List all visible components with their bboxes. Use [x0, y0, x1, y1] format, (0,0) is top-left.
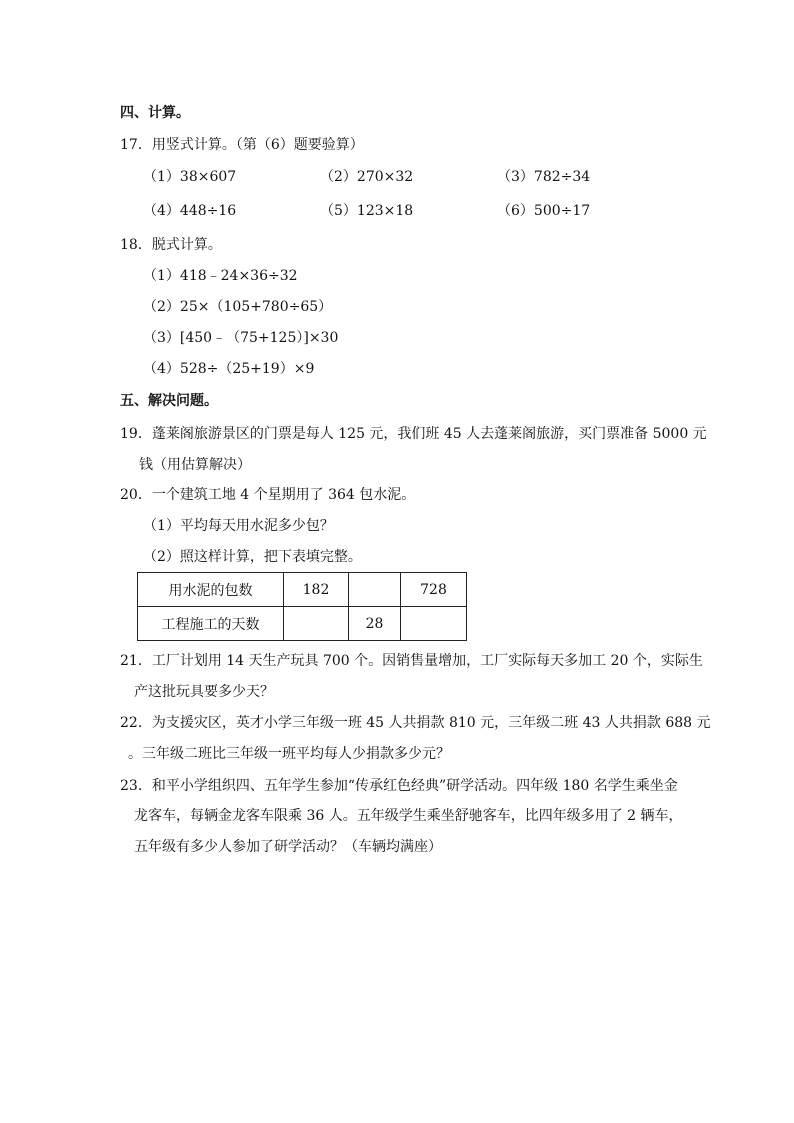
- q17-item-4: （4）448÷16: [143, 203, 237, 219]
- q20-subquestion-1: （1）平均每天用水泥多少包？: [143, 518, 334, 534]
- cement-usage-table: [137, 572, 467, 641]
- q17-item-5: （5）123×18: [320, 203, 414, 219]
- question-23-line-2: 龙客车，每辆金龙客车限乘 36 人。五年级学生乘坐舒驰客车，比四年级多用了 2 辆车，: [134, 808, 683, 824]
- q18-item-3: （3）[450﹣（75+125）]×30: [143, 330, 339, 346]
- question-19-line-1: 19．蓬莱阁旅游景区的门票是每人 125 元，我们班 45 人去蓬莱阁旅游，买门票准备 5000 元: [120, 426, 707, 442]
- question-19-line-2: 钱（用估算解决）: [139, 457, 251, 473]
- table-row: [138, 573, 467, 607]
- table-cell: 28: [349, 607, 401, 641]
- question-22-line-1: 22．为支援灾区，英才小学三年级一班 45 人共捐款 810 元，三年级二班 43 人共捐款 688 元: [120, 715, 711, 731]
- q18-item-4: （4）528÷（25+19）×9: [143, 361, 315, 377]
- question-23-line-3: 五年级有多少人参加了研学活动？（车辆均满座）: [134, 839, 442, 855]
- table-row-header-bags: 用水泥的包数: [138, 573, 284, 607]
- q17-item-6: （6）500÷17: [497, 203, 591, 219]
- table-row: [138, 607, 467, 641]
- q17-item-3: （3）782÷34: [497, 169, 591, 185]
- table-cell: 182: [284, 573, 349, 607]
- question-17-stem: 17．用竖式计算。（第（6）题要验算）: [120, 137, 364, 153]
- table-cell: 728: [401, 573, 467, 607]
- section-heading-problem-solving: 五、解决问题。: [120, 393, 218, 409]
- question-22-line-2: 。三年级二班比三年级一班平均每人少捐款多少元？: [128, 746, 450, 762]
- question-21-line-1: 21．工厂计划用 14 天生产玩具 700 个。因销售量增加，工厂实际每天多加工 20 个，实际生: [120, 653, 703, 669]
- q17-item-2: （2）270×32: [320, 169, 414, 185]
- table-cell-blank: [284, 607, 349, 641]
- q17-item-1: （1）38×607: [143, 169, 237, 185]
- q18-item-2: （2）25×（105+780÷65）: [143, 299, 333, 315]
- question-21-line-2: 产这批玩具要多少天？: [134, 684, 274, 700]
- q20-subquestion-2: （2）照这样计算，把下表填完整。: [143, 549, 362, 565]
- table-cell-blank: [349, 573, 401, 607]
- table-cell-blank: [401, 607, 467, 641]
- question-20-stem: 20．一个建筑工地 4 个星期用了 364 包水泥。: [120, 487, 416, 503]
- question-18-stem: 18．脱式计算。: [120, 237, 222, 253]
- question-23-line-1: 23．和平小学组织四、五年学生参加“传承红色经典”研学活动。四年级 180 名学生乘坐金: [120, 778, 678, 794]
- q18-item-1: （1）418﹣24×36÷32: [143, 268, 298, 284]
- section-heading-calculation: 四、计算。: [120, 105, 190, 121]
- table-row-header-days: 工程施工的天数: [138, 607, 284, 641]
